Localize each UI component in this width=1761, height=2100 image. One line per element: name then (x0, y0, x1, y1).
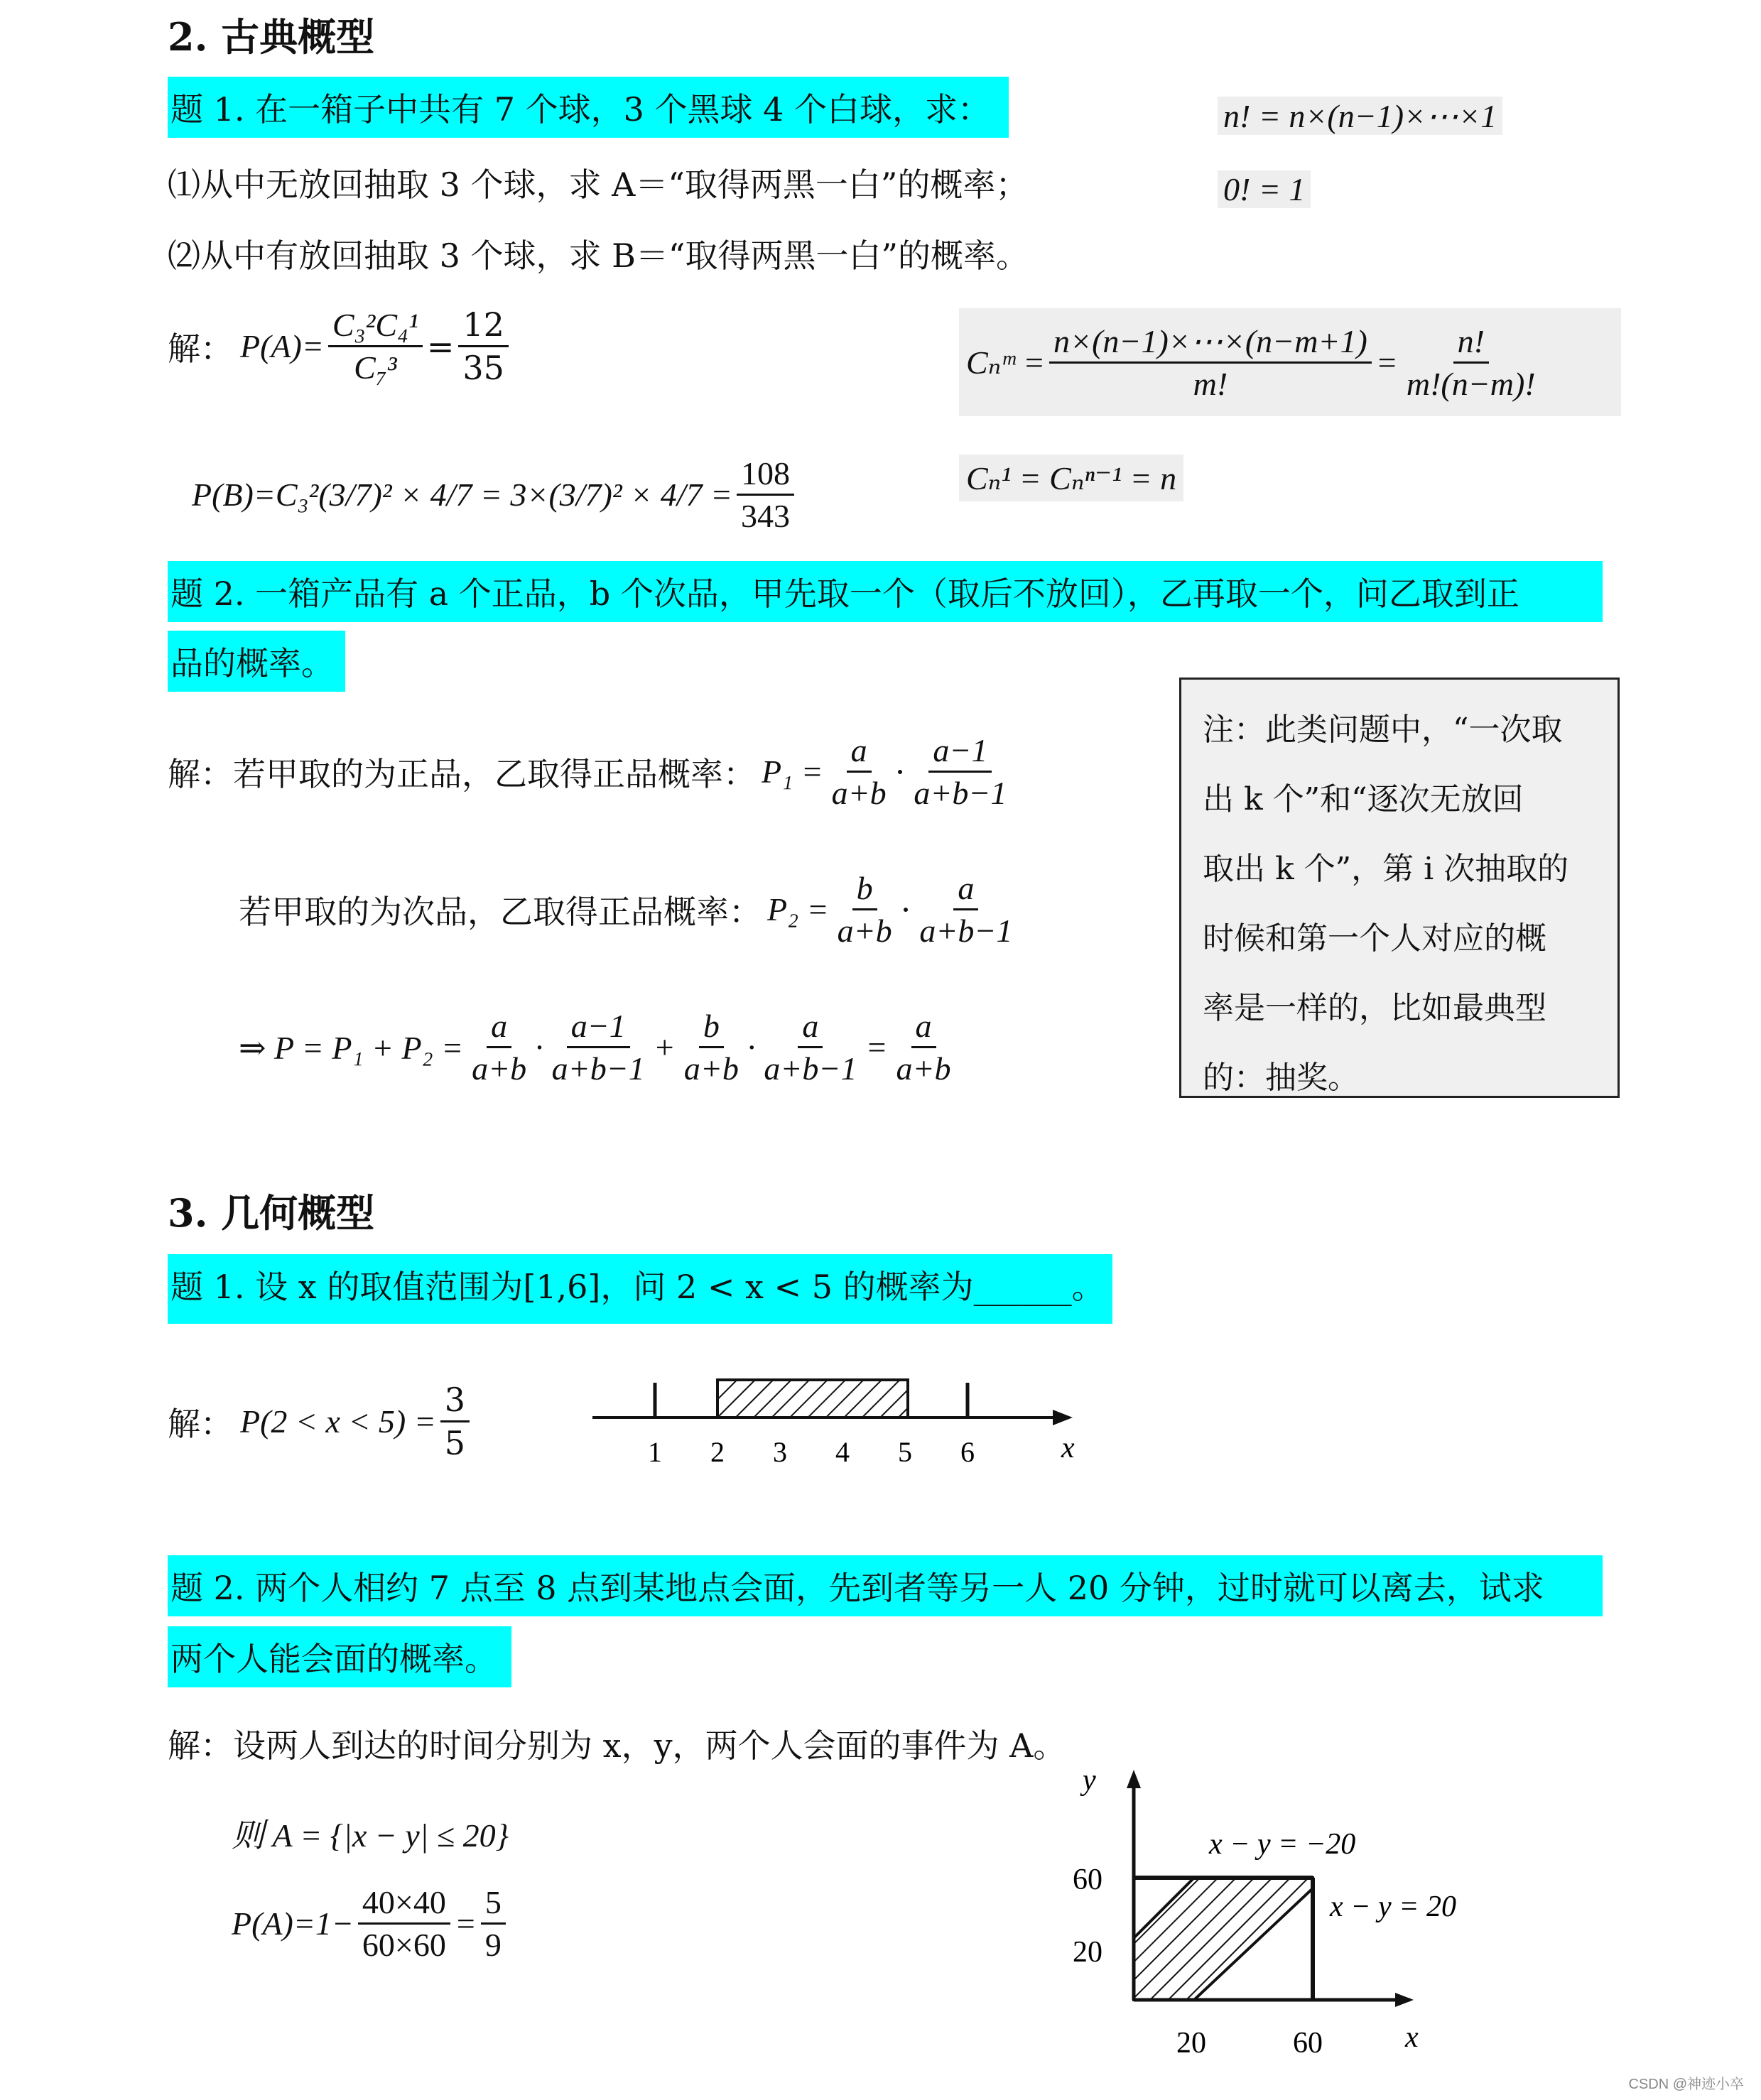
total-f2-den: a+b−1 (551, 1050, 645, 1087)
p1-dot: · (894, 752, 906, 791)
solution-label: 解： (168, 329, 233, 368)
pa-result (458, 305, 509, 387)
comb-lhs: Cₙᵐ = (966, 344, 1046, 381)
pa-numerator: C₃²C₄¹ (328, 306, 423, 347)
graph-x-label: x (1405, 2021, 1419, 2054)
tick-label-6: 6 (960, 1436, 975, 1468)
pa-result-num: 12 (458, 305, 509, 347)
pa-denominator: C₇³ (354, 349, 397, 386)
solution-total (239, 1007, 960, 1087)
total-plus: + (653, 1029, 676, 1065)
interval-2-5-hatched (717, 1380, 908, 1418)
geo-solution-label: 解： (168, 1404, 233, 1443)
p1-frac2-den: a+b−1 (914, 775, 1007, 811)
comb-num-1: n×(n−1)×⋯×(n−m+1) (1049, 322, 1372, 364)
tick-label-1: 1 (648, 1436, 662, 1468)
total-f3-den: a+b (683, 1050, 739, 1087)
tick-label-2: 2 (710, 1436, 725, 1468)
solution-pb (192, 455, 798, 535)
remark-line: 注：此类问题中，“一次取 (1203, 712, 1563, 748)
tick-label-5: 5 (898, 1436, 912, 1468)
event-definition: 则 A = {|x − y| ≤ 20} (232, 1817, 509, 1854)
combination-one-formula: Cₙ¹ = Cₙⁿ⁻¹ = n (959, 455, 1183, 501)
geo-question-1-title: 题 1. 设 x 的取值范围为[1,6]，问 2 < x < 5 的概率为______。 (168, 1254, 1112, 1324)
tick-label-4: 4 (835, 1436, 850, 1468)
total-f2-num: a−1 (567, 1007, 630, 1048)
geo-question-2-title-line-2: 两个人能会面的概率。 (168, 1626, 511, 1687)
y-axis-arrow-icon (1127, 1770, 1141, 1788)
total-f5-den: a+b (896, 1050, 951, 1087)
p2-frac2-den: a+b−1 (919, 913, 1013, 949)
p1-lhs: P₁ = (762, 754, 823, 790)
axis-variable-x: x (1061, 1432, 1075, 1464)
graph-tick-y60: 60 (1073, 1864, 1102, 1896)
geo-probability (232, 1883, 510, 1964)
geo-solution-den: 5 (444, 1424, 466, 1462)
question-2-title-line-1: 题 2. 一箱产品有 a 个正品，b 个次品，甲先取一个（取后不放回），乙再取一个，问乙取到正 (168, 561, 1603, 622)
comb-frac-1 (1049, 322, 1372, 403)
p2-frac2-num: a (953, 869, 978, 910)
factorial-formula: n! = n×(n−1)×⋯×1 (1218, 97, 1502, 135)
geo-prob-lhs: P(A)=1− (232, 1905, 354, 1942)
solution-pa (168, 305, 513, 387)
meeting-graph (1051, 1754, 1506, 2081)
pa-result-den: 35 (462, 349, 504, 387)
x-axis-arrow-icon (1395, 1993, 1414, 2007)
number-line-figure (583, 1371, 1094, 1484)
question-1-part-2: ⑵从中有放回抽取 3 个球，求 B＝“取得两黑一白”的概率。 (168, 236, 1029, 275)
p1-frac2-num: a−1 (928, 731, 992, 773)
total-lhs: ⇒ P = P₁ + P₂ = (239, 1029, 464, 1066)
comb-eq: = (1375, 344, 1398, 381)
comb-den-1: m! (1193, 366, 1228, 402)
question-1-part-1: ⑴从中无放回抽取 3 个球，求 A＝“取得两黑一白”的概率； (168, 165, 1029, 204)
solution-p2 (239, 869, 1021, 950)
total-f4-num: a (798, 1007, 823, 1048)
geo-question-2-title-line-1: 题 2. 两个人相约 7 点至 8 点到某地点会面，先到者等另一人 20 分钟，过时就可以离去，试求 (168, 1555, 1603, 1616)
geo-solution-2-intro: 解：设两人到达的时间分别为 x，y，两个人会面的事件为 A。 (168, 1726, 1066, 1765)
section-title-geometric: 3. 几何概型 (168, 1190, 375, 1236)
total-f3-num: b (699, 1007, 724, 1048)
geo-prob-res-den: 9 (484, 1927, 502, 1963)
combination-formula (959, 308, 1621, 416)
remark-box (1179, 678, 1620, 1098)
p2-lhs: P₂ = (767, 891, 829, 927)
comb-num-2: n! (1453, 322, 1489, 364)
total-dot-1: · (535, 1029, 543, 1065)
question-1-title: 题 1. 在一箱子中共有 7 个球，3 个黑球 4 个白球，求： (168, 77, 1009, 138)
question-2-title-line-2: 品的概率。 (168, 631, 345, 692)
total-f1-den: a+b (472, 1050, 527, 1087)
geo-solution-expr: P(2 < x < 5) = (240, 1403, 436, 1440)
p2-frac1-den: a+b (837, 913, 892, 949)
axis-arrow-icon (1053, 1410, 1073, 1425)
tick-label-3: 3 (773, 1436, 787, 1468)
pb-result-num: 108 (737, 455, 794, 496)
p1-text: 解：若甲取的为正品，乙取得正品概率： (168, 754, 756, 793)
p2-dot: · (900, 890, 911, 929)
graph-tick-x20: 20 (1176, 2027, 1206, 2060)
total-eq: = (865, 1029, 888, 1065)
total-f1-num: a (487, 1007, 511, 1048)
p2-frac1-num: b (852, 869, 877, 910)
comb-den-2: m!(n−m)! (1406, 365, 1536, 402)
pb-result (737, 455, 794, 535)
total-f4-den: a+b−1 (764, 1050, 857, 1087)
geo-solution-1 (168, 1381, 474, 1462)
graph-tick-y20: 20 (1073, 1936, 1102, 1969)
p1-frac1-den: a+b (831, 775, 887, 811)
line-label-neg20: x − y = −20 (1209, 1828, 1356, 1861)
line-label-pos20: x − y = 20 (1330, 1890, 1456, 1923)
geo-solution-num: 3 (440, 1381, 470, 1422)
meeting-region-hatched (1134, 1878, 1313, 2000)
zero-factorial-formula: 0! = 1 (1218, 170, 1311, 208)
remark-line: 时候和第一个人对应的概 (1203, 920, 1546, 957)
graph-tick-x60: 60 (1293, 2027, 1323, 2060)
remark-line: 率是一样的，比如最典型 (1203, 990, 1546, 1026)
geo-prob-den: 60×60 (362, 1927, 446, 1963)
pa-equals: = (426, 327, 455, 366)
pa-fraction (328, 306, 423, 386)
remark-line: 的：抽奖。 (1203, 1060, 1359, 1096)
graph-y-label: y (1083, 1764, 1096, 1797)
p1-frac1-num: a (847, 731, 872, 773)
section-title-classical: 2. 古典概型 (168, 14, 375, 60)
pb-result-den: 343 (741, 498, 791, 534)
pa-lhs: P(A)= (240, 328, 324, 364)
total-dot-2: · (747, 1029, 756, 1065)
remark-line: 出 k 个”和“逐次无放回 (1203, 781, 1524, 817)
pb-expression: P(B)=C₃²(3/7)² × 4/7 = 3×(3/7)² × 4/7 = (192, 477, 733, 513)
comb-frac-2 (1402, 322, 1540, 403)
geo-prob-res-num: 5 (481, 1883, 506, 1925)
remark-line: 取出 k 个”，第 i 次抽取的 (1203, 851, 1569, 887)
solution-p1 (168, 731, 1015, 812)
geo-prob-num: 40×40 (358, 1883, 450, 1925)
total-f5-num: a (911, 1007, 936, 1048)
geo-prob-eq: = (454, 1905, 477, 1942)
p2-text: 若甲取的为次品，乙取得正品概率： (239, 892, 762, 931)
watermark: CSDN @神迹小卒 (1628, 2077, 1744, 2092)
